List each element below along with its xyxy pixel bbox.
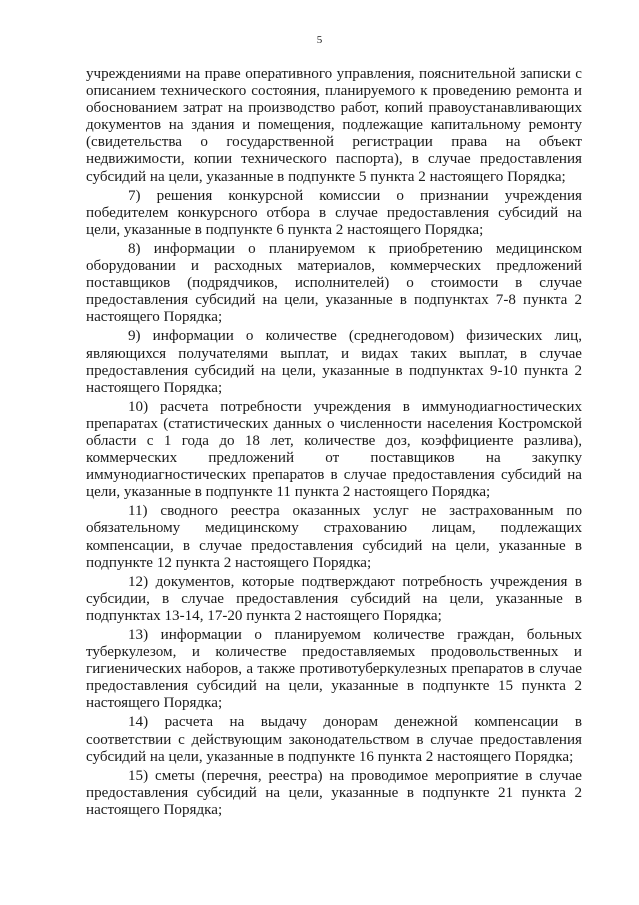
document-body bbox=[86, 66, 582, 821]
paragraph-continuation: учреждениями на праве оперативного управления, пояснительной записки с описанием технического состояния, планируемого к проведению ремонта и обоснованием затрат на производство работ, копий правоустанавливающих документов на здания и помещения, подлежащие капитальному ремонту (свидетельства о государственной регистрации права на объект недвижимости, копии технического паспорта), в случае предоставления субсидий на цели, указанные в подпункте 5 пункта 2 настоящего Порядка; bbox=[86, 66, 582, 185]
paragraph-item-7: 7) решения конкурсной комиссии о признании учреждения победителем конкурсного отбора в случае предоставления субсидий на цели, указанные в подпункте 6 пункта 2 настоящего Порядка; bbox=[86, 187, 582, 238]
page-number: 5 bbox=[316, 34, 323, 46]
paragraph-item-14: 14) расчета на выдачу донорам денежной компенсации в соответствии с действующим законодательством в случае предоставления субсидий на цели, указанные в подпункте 16 пункта 2 настоящего Порядка; bbox=[86, 714, 582, 765]
paragraph-item-11: 11) сводного реестра оказанных услуг не застрахованным по обязательному медицинскому страхованию лицам, подлежащих компенсации, в случае предоставления субсидий на цели, указанные в подпункте 12 пункта 2 настоящего Порядка; bbox=[86, 503, 582, 571]
paragraph-item-9: 9) информации о количестве (среднегодовом) физических лиц, являющихся получателями выплат, и видах таких выплат, в случае предоставления субсидий на цели, указанные в подпунктах 9-10 пункта 2 настоящего Порядка; bbox=[86, 328, 582, 396]
paragraph-item-15: 15) сметы (перечня, реестра) на проводимое мероприятие в случае предоставления субсидий на цели, указанные в подпункте 21 пункта 2 настоящего Порядка; bbox=[86, 767, 582, 818]
paragraph-item-10: 10) расчета потребности учреждения в иммунодиагностических препаратах (статистических данных о численности населения Костромской области с 1 года до 18 лет, количестве доз, коэффициенте разлива), коммерческих предложений от поставщиков на закупку иммунодиагностических препаратов в случае предоставления субсидий на цели, указанные в подпункте 11 пункта 2 настоящего Порядка; bbox=[86, 398, 582, 501]
paragraph-item-8: 8) информации о планируемом к приобретению медицинском оборудовании и расходных материалов, коммерческих предложений поставщиков (подрядчиков, исполнителей) о стоимости в случае предоставления субсидий на цели, указанные в подпунктах 7-8 пункта 2 настоящего Порядка; bbox=[86, 240, 582, 326]
paragraph-item-13: 13) информации о планируемом количестве граждан, больных туберкулезом, и количестве предоставляемых продовольственных и гигиенических наборов, а также противотуберкулезных препаратов в случае предоставления субсидий на цели, указанные в подпункте 15 пункта 2 настоящего Порядка; bbox=[86, 627, 582, 712]
paragraph-item-12: 12) документов, которые подтверждают потребность учреждения в субсидии, в случае предоставления субсидий на цели, указанные в подпунктах 13-14, 17-20 пункта 2 настоящего Порядка; bbox=[86, 573, 582, 624]
